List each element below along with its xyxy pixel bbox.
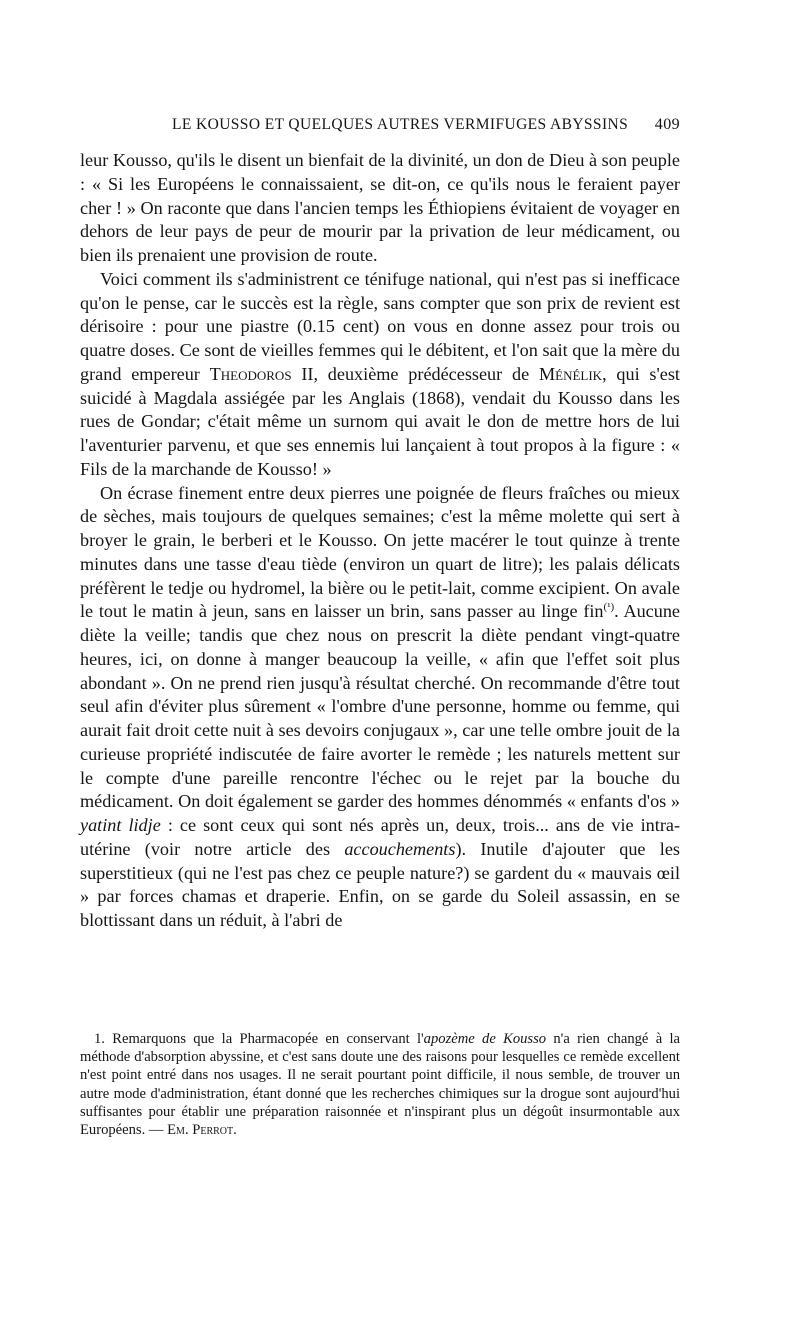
running-head — [80, 116, 680, 140]
paragraph-3-text-b: . Aucune diète la veille; tandis que chez nous on prescrit la diète pendant vingt-quatre heures, ici, on donne à manger beaucoup la veille, « afin que l'effet soit plus abondant ». On ne prend rien jusqu'à résultat cherché. On recommande d'être tout seul afin d'éviter plus sûrement « l'ombre d'une personne, homme ou femme, qui aurait fait droit cette nuit à ses devoirs conjugaux », car une telle ombre jouit de la curieuse propriété indiscutée de faire avorter le remède ; les naturels mettent sur le compte d'une pareille rencontre l'échec ou le rejet par la bouche du médicament. On doit également se garder des hommes dénommés « enfants d'os » — [80, 601, 681, 812]
term-apozeme: apozème de Kousso — [423, 1031, 547, 1047]
paragraph-3-text-c: : ce sont ceux qui sont nés après un, deux, trois... ans de vie intra-utérine (voir notre article des — [80, 815, 681, 859]
footnote-reference[interactable]: (¹) — [603, 601, 615, 614]
term-accouchements: accouchements — [344, 838, 456, 859]
name-menelik: Ménélik — [538, 363, 603, 384]
footnote-text-b: n'a rien changé à la méthode d'absorption abyssine, et c'est sans doute une des raisons pour lesquelles ce remède excellent n'est point entré dans nos usages. Il ne serait pourtant point difficile, il nous semble, de trouver un autre mode d'administration, étant donné que les recherches chimiques sur la drogue sont aujourd'hui suffisantes pour établir une préparation raisonnée et n'inspirant plus un dégoût insurmontable aux Européens. — — [80, 1031, 680, 1139]
paragraph-3 — [80, 482, 680, 933]
footnote-author: Em. Perrot. — [167, 1122, 237, 1139]
paragraph-2 — [80, 268, 680, 482]
term-yatint-lidje: yatint lidje — [80, 815, 161, 835]
footnote-text-a: 1. Remarquons que la Pharmacopée en conservant l' — [94, 1031, 424, 1047]
paragraph-1: leur Kousso, qu'ils le disent un bienfait de la divinité, un don de Dieu à son peuple : « Si les Européens le connaissaient, se dit-on, ce qu'ils nous le feraient payer cher ! » On raconte que dans l'ancien temps les Éthiopiens évitaient de voyager en dehors de leur pays de peur de mourir par la privation de leur médicament, ou bien ils prenaient une provision de route. — [80, 150, 680, 265]
running-title: LE KOUSSO ET QUELQUES AUTRES VERMIFUGES ABYSSINS — [172, 116, 629, 133]
paragraph-2-text-a: Voici comment ils s'administrent ce ténifuge national, qui n'est pas si inefficace qu'on le pense, car le succès est la règle, sans compter que son prix de revient est dérisoire : pour une piastre (0.15 cent) on vous en donne assez pour trois ou quatre doses. Ce sont de vieilles femmes qui le débitent, et l'on sait que la mère du grand empereur — [80, 268, 680, 384]
page-number: 409 — [654, 116, 680, 133]
paragraph-2-text-b: II, deuxième prédécesseur de — [291, 363, 539, 384]
paragraph-3-text-d: ). Inutile d'ajouter que les superstitieux (qui ne l'est pas chez ce peuple nature?) se gardent du « mauvais œil » par forces chamas et draperie. Enfin, on se garde du Soleil assassin, en se blottissant dans un réduit, à l'abri de — [80, 838, 680, 930]
footnote — [80, 1030, 680, 1139]
paragraph-3-text-a: On écrase finement entre deux pierres une poignée de fleurs fraîches ou mieux de sèches, mais toujours de quelques semaines; c'est la même molette qui sert à broyer le grain, le berberi et le Kousso. On jette macérer le tout quinze à trente minutes dans une tasse d'eau tiède (environ un quart de litre); les palais délicats préfèrent le tedje ou hydromel, la bière ou le petit-lait, comme excipient. On avale le tout le matin à jeun, sans en laisser un brin, sans passer au linge fin — [80, 482, 680, 622]
footnote-1 — [80, 1030, 680, 1139]
main-text — [80, 149, 680, 933]
paragraph-2-text-c: , qui s'est suicidé à Magdala assiégée par les Anglais (1868), vendait du Kousso dans les rues de Gondar; c'était même un surnom qui avait le don de mettre hors de lui l'aventurier parvenu, et que ses ennemis lui lançaient à tout propos à la figure : « Fils de la marchande de Kousso! » — [80, 363, 680, 479]
name-theodoros: Theodoros — [209, 363, 292, 384]
